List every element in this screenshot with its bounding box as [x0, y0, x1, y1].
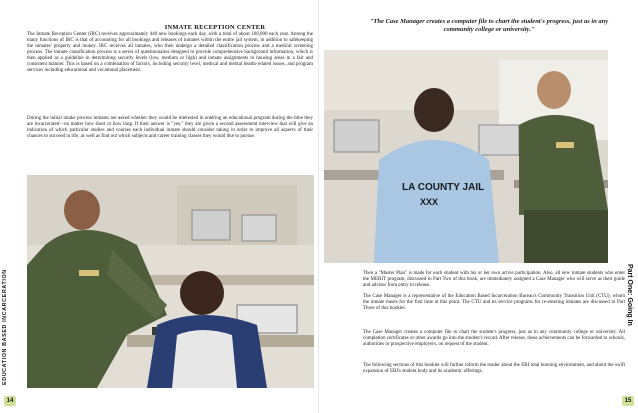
page-number: 15: [622, 396, 634, 406]
pull-quote: "The Case Manager creates a computer file to chart the student's progress, just as in any community college or university.": [369, 18, 609, 33]
body-paragraph: The Inmate Reception Center (IRC) receives approximately 440 new bookings each day, with a total of about 160,000 each year. Among the many functions of IRC is that of accounting for all bookings and releases of inmates within the entire jail system, in addition to safekeeping the inmates' property and money. IRC receives all inmates, who then undergo a detailed classification process and a medical screening process. The inmate classification process is a series of questionnaires designed to provide comprehensive background information, which is then applied as a guideline in determining security levels (low, medium or high) and inmate assignments to housing areas in a fair and consistent manner. This is based on a combination of factors, including security level, medical and mental health-related issues, and program services including educational and vocational placement.: [27, 32, 313, 74]
section-title: INMATE RECEPTION CENTER: [164, 24, 266, 31]
side-label: EDUCATION BASED INCARCERATION: [2, 269, 8, 385]
photo-inmate-meeting-case-manager: [324, 50, 608, 263]
body-paragraph: The following sections of this booklet will further inform the reader about the EBI total learning environment, and about the swift expansion of EBI's student body and its academic offerings.: [363, 363, 625, 375]
right-page: [319, 0, 638, 413]
photo-illustration: [324, 50, 608, 263]
body-paragraph: The Case Manager creates a computer file to chart the student's progress, just as in any community college or university. All completion certificates or other awards go into the student's record. After release, these achievements can be forwarded to schools, authorities or prospective employers, on request of the student.: [363, 330, 625, 348]
body-paragraph: Then a "Master Plan" is made for each student with his or her own active participation. Also, all new inmate students who enter the MERIT program, discussed in Part Two of this book, are immediately assigned a Case Manager who will serve as their guide and advisor from entry to release.: [363, 271, 625, 289]
body-paragraph: During the initial intake process inmates are asked whether they would be interested in entering an educational program during the time they are incarcerated—no matter how short or how long. If their answer is "yes," they are given a second assessment interview that will give an indication of which particular studies and courses each individual inmate should consider taking in order to improve all aspects of their chances to succeed in life, as well as find out which subjects and career training classes they would like to pursue.: [27, 116, 313, 140]
shirt-text: LA COUNTY JAIL: [402, 182, 485, 193]
photo-illustration: [27, 175, 314, 388]
body-paragraph: The Case Manager is a representative of the Education Based Incarceration Bureau's Community Transition Unit (CTU), whom the inmate meets for the first time at this point. The CTU and its service programs for re-entering inmates are discussed in Part Three of this booklet.: [363, 294, 625, 312]
photo-deputy-and-inmate-at-computers: [27, 175, 314, 388]
page-number: 14: [4, 396, 16, 406]
shirt-text: XXX: [420, 197, 439, 207]
part-label: Part One: Going In: [626, 264, 633, 326]
